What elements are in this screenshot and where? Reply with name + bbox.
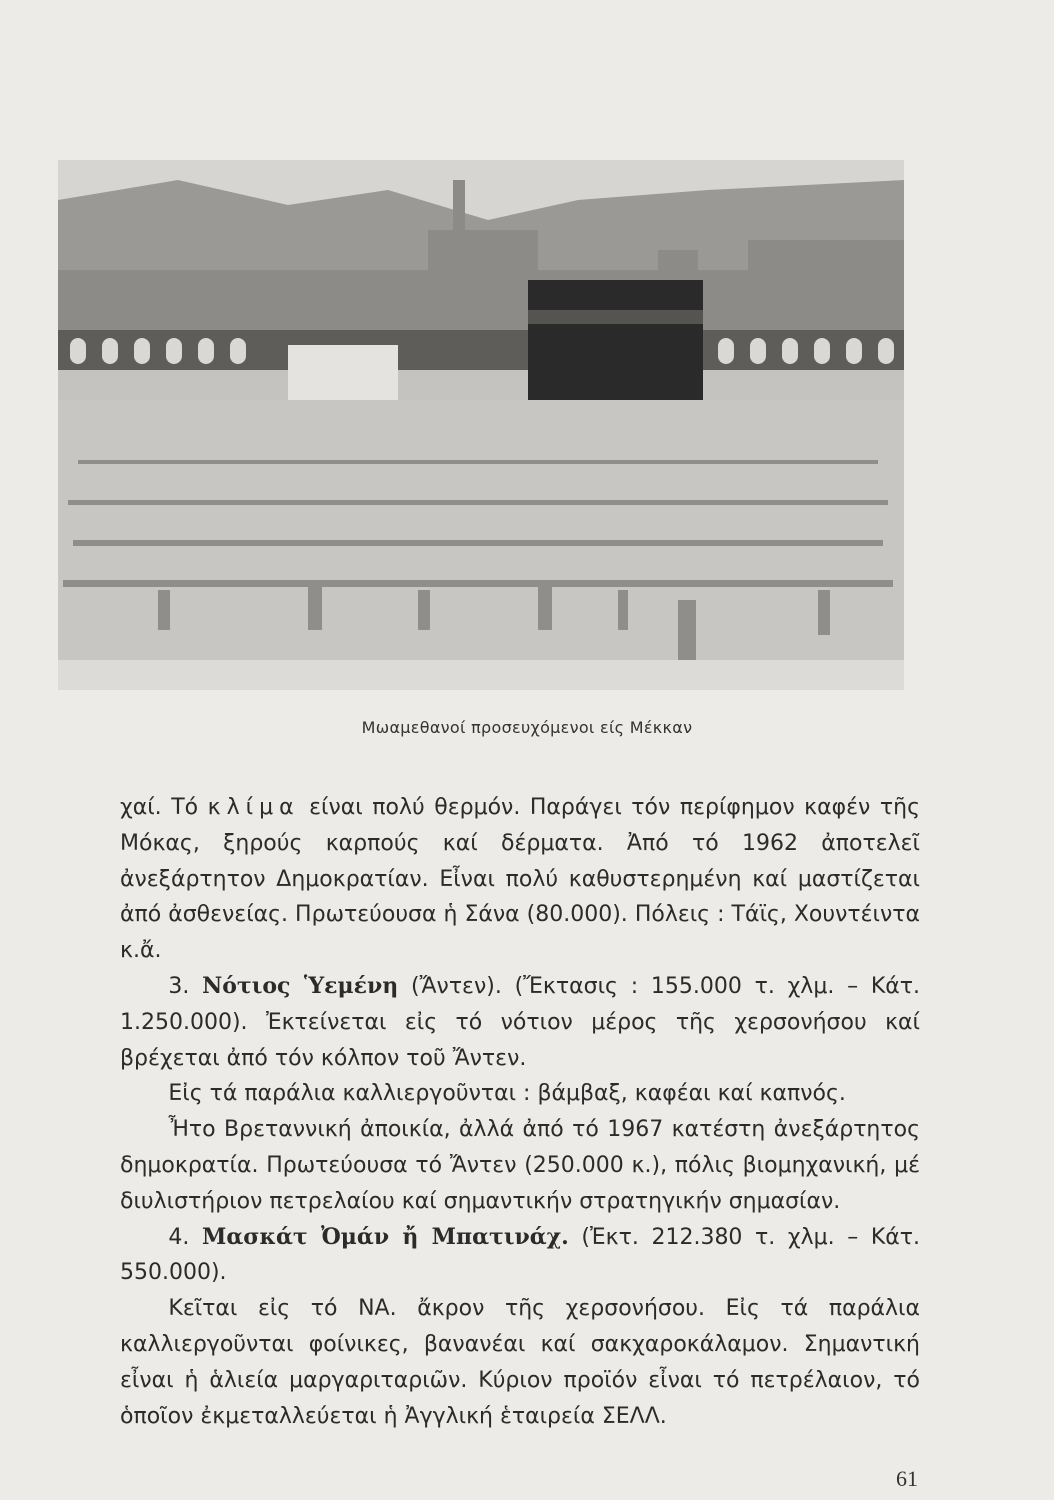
kaaba-band [528, 310, 703, 324]
photo-caption: Μωαμεθανοί προσευχόμενοι είς Μέκκαν [361, 718, 693, 737]
term-climate: κλίμα [207, 795, 300, 820]
foreground [58, 660, 904, 690]
mecca-photo-illustration [58, 160, 904, 690]
page-number: 61 [896, 1466, 918, 1491]
maqam-pavilion [288, 345, 398, 405]
body-text [120, 790, 920, 1434]
section-muscat-oman: 4. Μασκάτ Ὀμάν ἤ Μπατινάχ. (Ἐκτ. 212.380 τ. χλμ. – Κάτ. 550.000). [120, 1223, 920, 1286]
heading-south-yemen: Νότιος Ὑεμένη [202, 972, 399, 999]
paragraph-crops: Εἰς τά παράλια καλλιεργοῦνται : βάμβαξ, καφέαι καί καπνός. [168, 1081, 846, 1107]
paragraph-climate: χαί. Τό κλίμα είναι πολύ θερμόν. Παράγει τόν περίφημον καφέν τῆς Μόκας, ξηρούς καρπούς καί δέρματα. Ἀπό τό 1962 ἀποτελεῖ ἀνεξάρτητον Δημοκρατίαν. Εἶναι πολύ καθυστερημένη καί μαστίζεται ἀπό ἀσθενείας. Πρωτεύουσα ἡ Σάνα (80.000). Πόλεις : Τάϊς, Χουντέιντα κ.ἄ. [120, 795, 920, 964]
heading-muscat-oman: Μασκάτ Ὀμάν ἤ Μπατινάχ. [202, 1223, 569, 1250]
section-south-yemen: 3. Νότιος Ὑεμένη (Ἄντεν). (Ἔκτασις : 155.000 τ. χλμ. – Κάτ. 1.250.000). Ἐκτείνεται εἰς τό νότιον μέρος τῆς χερσονήσου καί βρέχεται ἀπό τόν κόλπον τοῦ Ἄντεν. [120, 972, 920, 1071]
paragraph-history: Ἦτο Βρεταννική ἀποικία, ἀλλά ἀπό τό 1967 κατέστη ἀνεξάρτητος δημοκρατία. Πρωτεύουσα τό Ἄντεν (250.000 κ.), πόλις βιομηχανική, μέ διυλιστήριον πετρελαίου καί σημαντικήν στρατηγικήν σημασίαν. [120, 1117, 920, 1214]
arcade [58, 330, 904, 370]
paragraph-muscat: Κεῖται εἰς τό ΝΑ. ἄκρον τῆς χερσονήσου. Εἰς τά παράλια καλλιεργοῦνται φοίνικες, βανανέαι καί σακχαροκάλαμον. Σημαντική εἶναι ἡ ἁλιεία μαργαριταριῶν. Κύριον προϊόν εἶναι τό πετρέλαιον, τό ὁποῖον ἐκμεταλλεύεται ἡ Ἀγγλική ἑταιρεία ΣΕΛΛ. [120, 1296, 920, 1429]
mecca-photo [58, 160, 904, 690]
